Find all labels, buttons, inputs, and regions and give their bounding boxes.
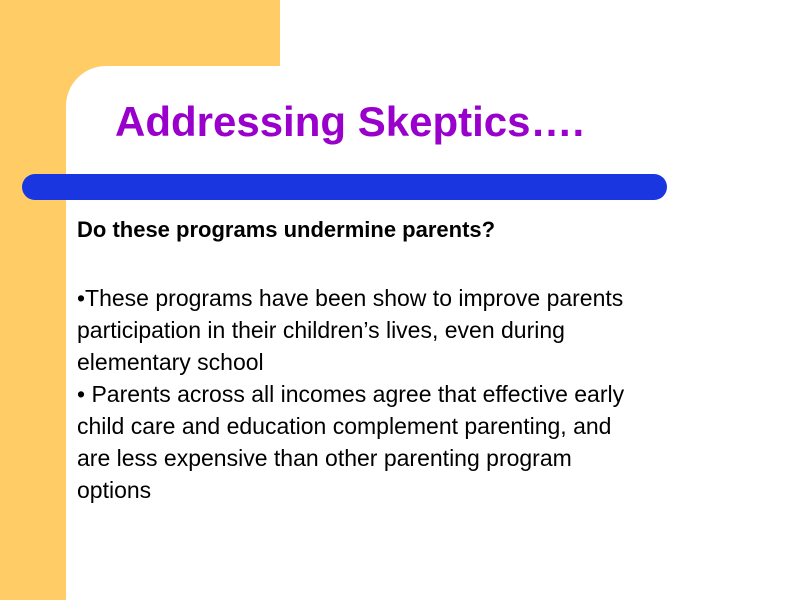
bullet-2-line-4: options xyxy=(77,477,152,503)
bullet-2-line-3: are less expensive than other parenting program xyxy=(77,445,572,471)
bullet-2-line-1: • Parents across all incomes agree that effective early xyxy=(77,381,625,407)
slide-title: Addressing Skeptics…. xyxy=(115,98,585,145)
bullet-1-line-2: participation in their children’s lives, even during xyxy=(77,317,565,343)
slide-body xyxy=(77,282,777,506)
bullet-2-line-2: child care and education complement parenting, and xyxy=(77,413,612,439)
bullet-1-line-3: elementary school xyxy=(77,349,264,375)
slide-question-heading: Do these programs undermine parents? xyxy=(77,217,496,242)
title-underline-bar xyxy=(22,174,667,200)
bullet-1-line-1: •These programs have been show to improve parents xyxy=(77,285,624,311)
